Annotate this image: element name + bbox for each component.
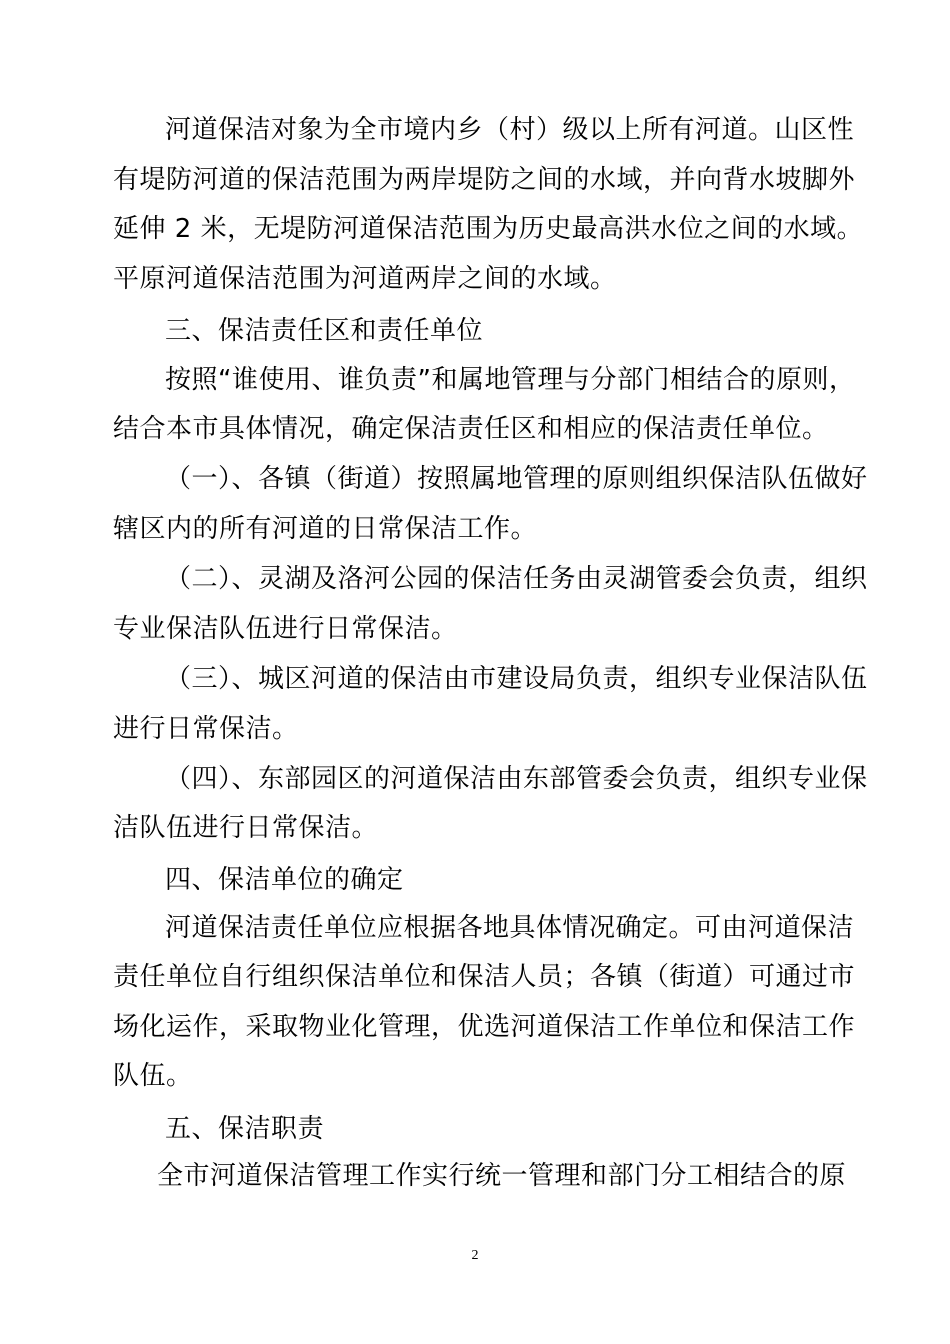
paragraph-line: 结合本市具体情况，确定保洁责任区和相应的保洁责任单位。 [113,414,829,444]
paragraph-line: 有堤防河道的保洁范围为两岸堤防之间的水域，并向背水坡脚外 [113,165,856,195]
paragraph-line: 河道保洁对象为全市境内乡（村）级以上所有河道。山区性 [165,115,855,145]
section-heading: 三、保洁责任区和责任单位 [165,316,484,346]
list-item-line: 辖区内的所有河道的日常保洁工作。 [113,514,538,544]
page-number: 2 [471,1248,479,1263]
list-item-line: （一）、各镇（街道）按照属地管理的原则组织保洁队伍做好 [165,464,868,494]
paragraph-line: 全市河道保洁管理工作实行统一管理和部门分工相结合的原 [157,1161,847,1191]
paragraph-line: 延伸 2 米，无堤防河道保洁范围为历史最高洪水位之间的水域。 [113,214,864,244]
list-item-line: （四）、东部园区的河道保洁由东部管委会负责，组织专业保 [165,764,868,794]
list-item-line: （二）、灵湖及洛河公园的保洁任务由灵湖管委会负责，组织 [165,564,868,594]
list-item-line: 进行日常保洁。 [113,714,299,744]
paragraph-line: 队伍。 [113,1061,193,1091]
paragraph-line: 按照“谁使用、谁负责”和属地管理与分部门相结合的原则， [165,365,856,395]
paragraph-line: 场化运作，采取物业化管理，优选河道保洁工作单位和保洁工作 [113,1012,856,1042]
paragraph-line: 责任单位自行组织保洁单位和保洁人员；各镇（街道）可通过市 [113,962,856,992]
paragraph-line: 平原河道保洁范围为河道两岸之间的水域。 [113,264,617,294]
section-heading: 四、保洁单位的确定 [165,865,404,895]
section-heading: 五、保洁职责 [165,1114,325,1144]
list-item-line: （三）、城区河道的保洁由市建设局负责，组织专业保洁队伍 [165,664,868,694]
list-item-line: 专业保洁队伍进行日常保洁。 [113,614,458,644]
list-item-line: 洁队伍进行日常保洁。 [113,813,379,843]
paragraph-line: 河道保洁责任单位应根据各地具体情况确定。可由河道保洁 [165,913,855,943]
